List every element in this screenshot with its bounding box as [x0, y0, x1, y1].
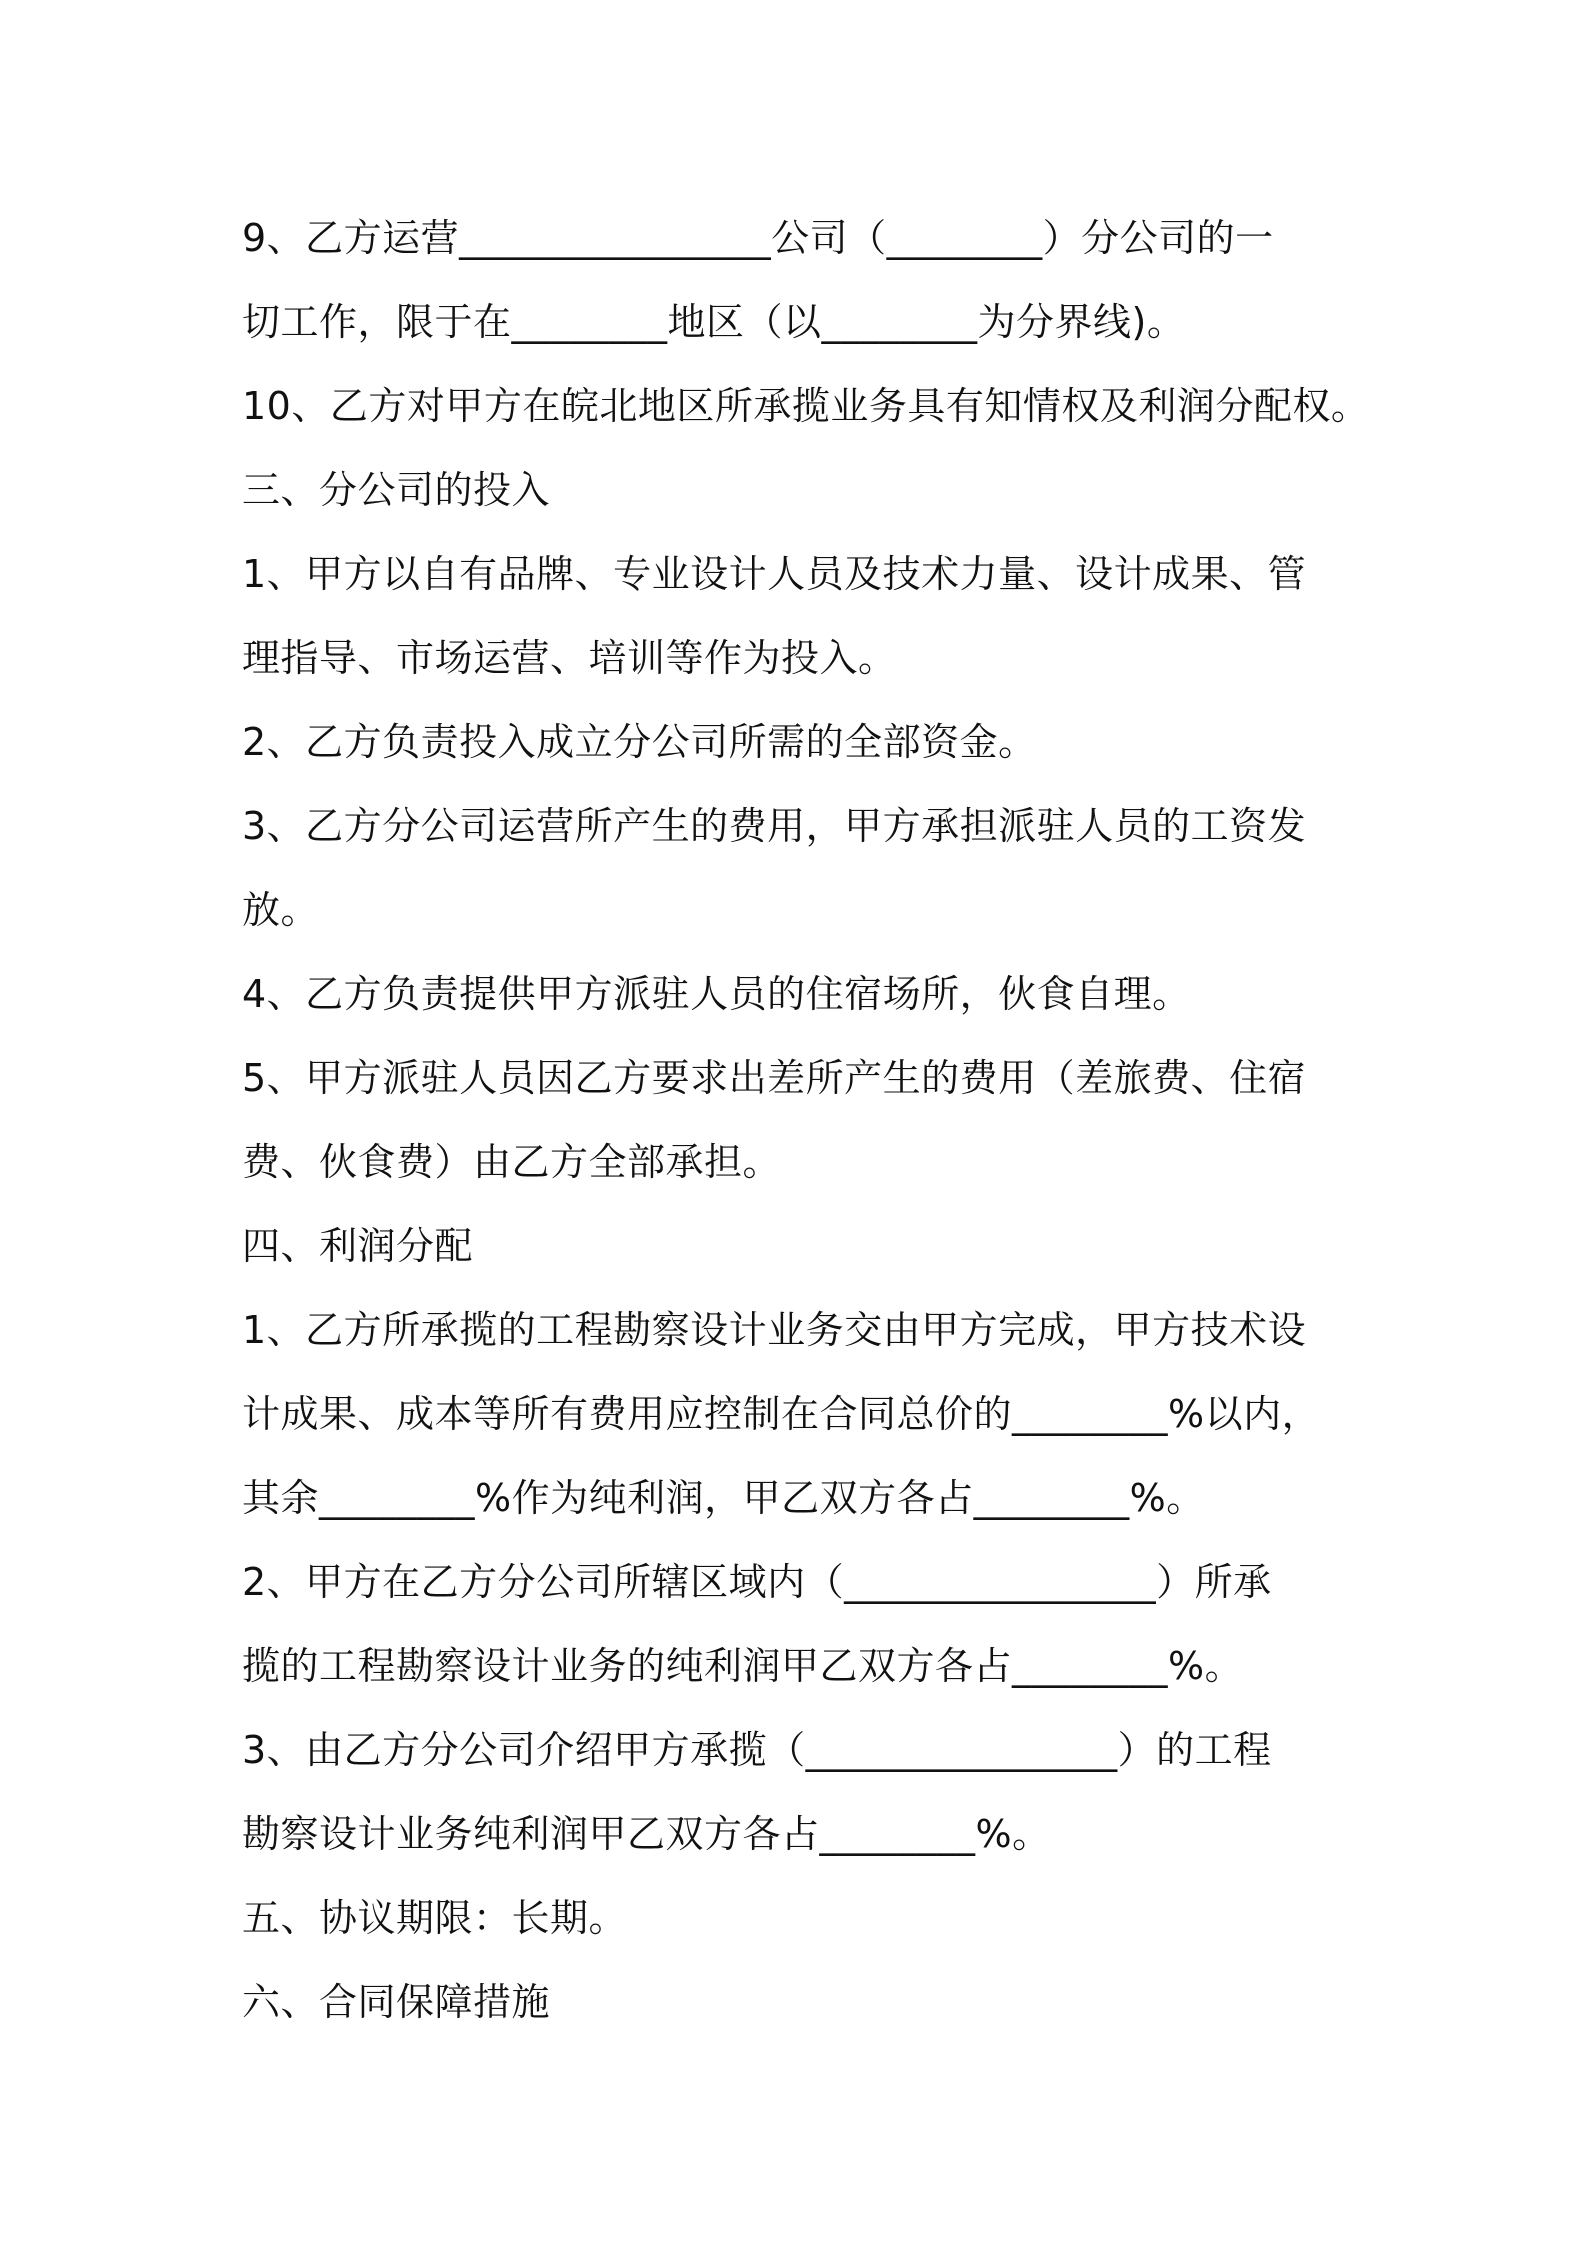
text-line: 2、乙方负责投入成立分公司所需的全部资金。 — [242, 720, 1037, 764]
text-line: 9、乙方运营________________公司（________）分公司的一 — [242, 216, 1274, 260]
text-line: 费、伙食费）由乙方全部承担。 — [242, 1140, 782, 1184]
text-line: 3、由乙方分公司介绍甲方承揽（________________）的工程 — [242, 1728, 1272, 1772]
document-body — [242, 196, 1372, 2044]
section-heading-3: 三、分公司的投入 — [242, 468, 551, 512]
text-line: 4、乙方负责提供甲方派驻人员的住宿场所，伙食自理。 — [242, 972, 1191, 1016]
text-line: 5、甲方派驻人员因乙方要求出差所产生的费用（差旅费、住宿 — [242, 1056, 1307, 1100]
section-heading-6: 六、合同保障措施 — [242, 1980, 551, 2024]
text-line: 揽的工程勘察设计业务的纯利润甲乙双方各占________%。 — [242, 1644, 1244, 1688]
text-line: 其余________%作为纯利润，甲乙双方各占________%。 — [242, 1476, 1205, 1520]
section-heading-5: 五、协议期限：长期。 — [242, 1896, 628, 1940]
text-line: 切工作，限于在________地区（以________为分界线)。 — [242, 300, 1186, 344]
text-line: 放。 — [242, 888, 320, 932]
text-line: 理指导、市场运营、培训等作为投入。 — [242, 636, 897, 680]
text-line: 10、乙方对甲方在皖北地区所承揽业务具有知情权及利润分配权。 — [242, 384, 1370, 428]
text-line: 计成果、成本等所有费用应控制在合同总价的________%以内， — [242, 1392, 1321, 1436]
text-line: 3、乙方分公司运营所产生的费用，甲方承担派驻人员的工资发 — [242, 804, 1307, 848]
text-line: 勘察设计业务纯利润甲乙双方各占________%。 — [242, 1812, 1051, 1856]
text-line: 2、甲方在乙方分公司所辖区域内（________________）所承 — [242, 1560, 1272, 1604]
text-line: 1、甲方以自有品牌、专业设计人员及技术力量、设计成果、管 — [242, 552, 1307, 596]
text-line: 1、乙方所承揽的工程勘察设计业务交由甲方完成，甲方技术设 — [242, 1308, 1307, 1352]
section-heading-4: 四、利润分配 — [242, 1224, 474, 1268]
